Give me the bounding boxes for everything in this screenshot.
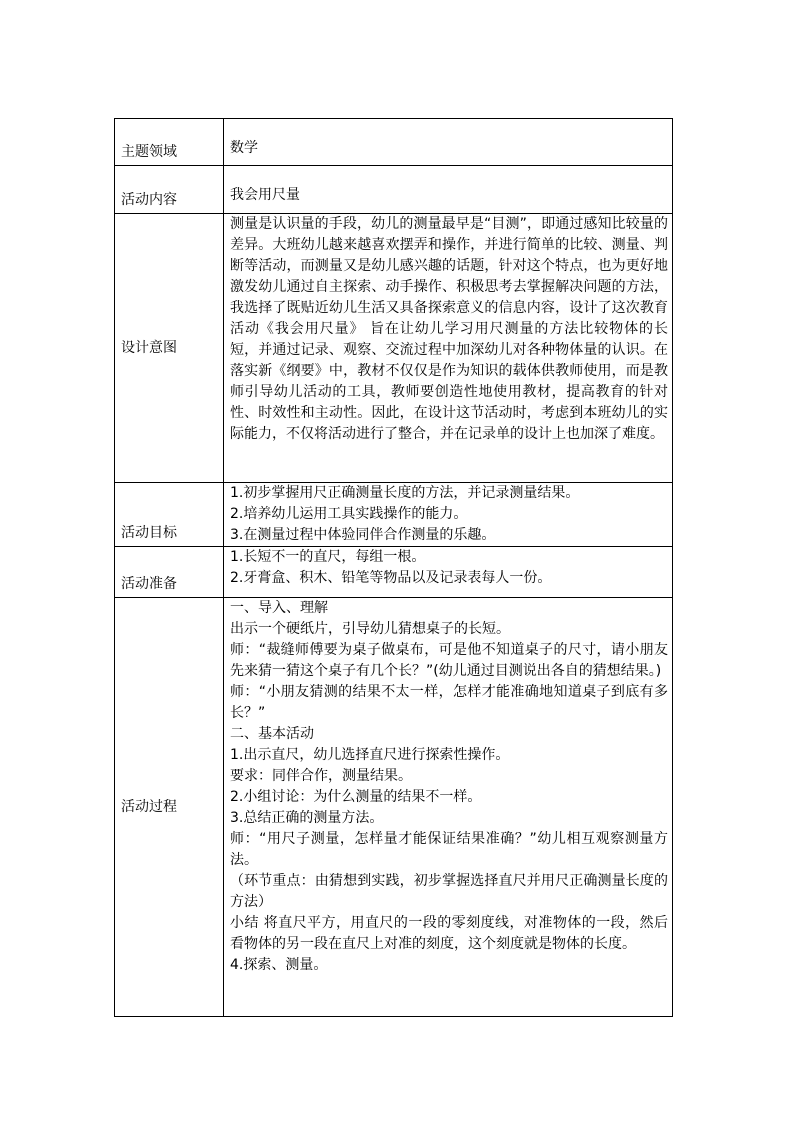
lesson-plan-table xyxy=(114,118,673,1017)
row-label: 设计意图 xyxy=(115,214,224,483)
content-line: 数学 xyxy=(230,140,258,156)
content-line: 我会用尺量 xyxy=(230,187,300,203)
content-line: 一、导入、理解 xyxy=(230,600,328,616)
row-label: 主题领域 xyxy=(115,119,224,166)
table-row-design-intent xyxy=(115,214,673,483)
row-content xyxy=(224,483,673,547)
row-content xyxy=(224,214,673,483)
content-line: 出示一个硬纸片，引导幼儿猜想桌子的长短。 xyxy=(230,621,510,637)
content-line: 小结 将直尺平方，用直尺的一段的零刻度线，对准物体的一段，然后看物体的另一段在直尺上对准的刻度，这个刻度就是物体的长度。 xyxy=(230,915,668,952)
content-line: 2.培养幼儿运用工具实践操作的能力。 xyxy=(230,506,468,522)
content-paragraph: 测量是认识量的手段，幼儿的测量最早是“目测”，即通过感知比较量的差异。大班幼儿越来越喜欢摆弄和操作，并进行简单的比较、测量、判断等活动，而测量又是幼儿感兴趣的话题，针对这个特点，也为更好地激发幼儿通过自主探索、动手操作、积极思考去掌握解决问题的方法，我选择了既贴近幼儿生活又具备探索意义的信息内容，设计了这次教育活动《我会用尺量》 旨在让幼儿学习用尺测量的方法比较物体的长短，并通过记录、观察、交流过程中加深幼儿对各种物体量的认识。在落实新《纲要》中，教材不仅仅是作为知识的载体供教师使用，而是教师引导幼儿活动的工具，教师要创造性地使用教材，提高教育的针对性、时效性和主动性。因此，在设计这节活动时，考虑到本班幼儿的实际能力，不仅将活动进行了整合，并在记录单的设计上也加深了难度。 xyxy=(230,216,668,442)
row-content xyxy=(224,547,673,598)
content-line: 师：“裁缝师傅要为桌子做桌布，可是他不知道桌子的尺寸，请小朋友先来猜一猜这个桌子有几个长？”(幼儿通过目测说出各自的猜想结果。) xyxy=(230,642,668,679)
content-line: 二、基本活动 xyxy=(230,726,314,742)
row-label: 活动内容 xyxy=(115,166,224,214)
row-label: 活动准备 xyxy=(115,547,224,598)
content-line: 师：“用尺子测量，怎样量才能保证结果准确？”幼儿相互观察测量方法。 xyxy=(230,831,668,868)
row-content xyxy=(224,119,673,166)
table-row-theme xyxy=(115,119,673,166)
content-line: 1.初步掌握用尺正确测量长度的方法，并记录测量结果。 xyxy=(230,485,580,501)
content-line: 3.总结正确的测量方法。 xyxy=(230,810,384,826)
table-row-activity-content xyxy=(115,166,673,214)
content-line: 1.长短不一的直尺，每组一根。 xyxy=(230,549,426,565)
content-line: 3.在测量过程中体验同伴合作测量的乐趣。 xyxy=(230,527,496,543)
content-line: （环节重点：由猜想到实践，初步掌握选择直尺并用尺正确测量长度的方法） xyxy=(230,873,668,910)
table-row-objectives xyxy=(115,483,673,547)
content-line: 师：“小朋友猜测的结果不太一样，怎样才能准确地知道桌子到底有多长？” xyxy=(230,684,668,721)
content-line: 2.牙膏盒、积木、铅笔等物品以及记录表每人一份。 xyxy=(230,570,552,586)
row-label: 活动目标 xyxy=(115,483,224,547)
table-row-process xyxy=(115,598,673,1017)
content-line: 2.小组讨论：为什么测量的结果不一样。 xyxy=(230,789,482,805)
content-line: 要求：同伴合作，测量结果。 xyxy=(230,768,412,784)
row-content xyxy=(224,166,673,214)
content-line: 4.探索、测量。 xyxy=(230,957,328,973)
table-row-preparation xyxy=(115,547,673,598)
row-label: 活动过程 xyxy=(115,598,224,1017)
row-content xyxy=(224,598,673,1017)
content-line: 1.出示直尺，幼儿选择直尺进行探索性操作。 xyxy=(230,747,510,763)
